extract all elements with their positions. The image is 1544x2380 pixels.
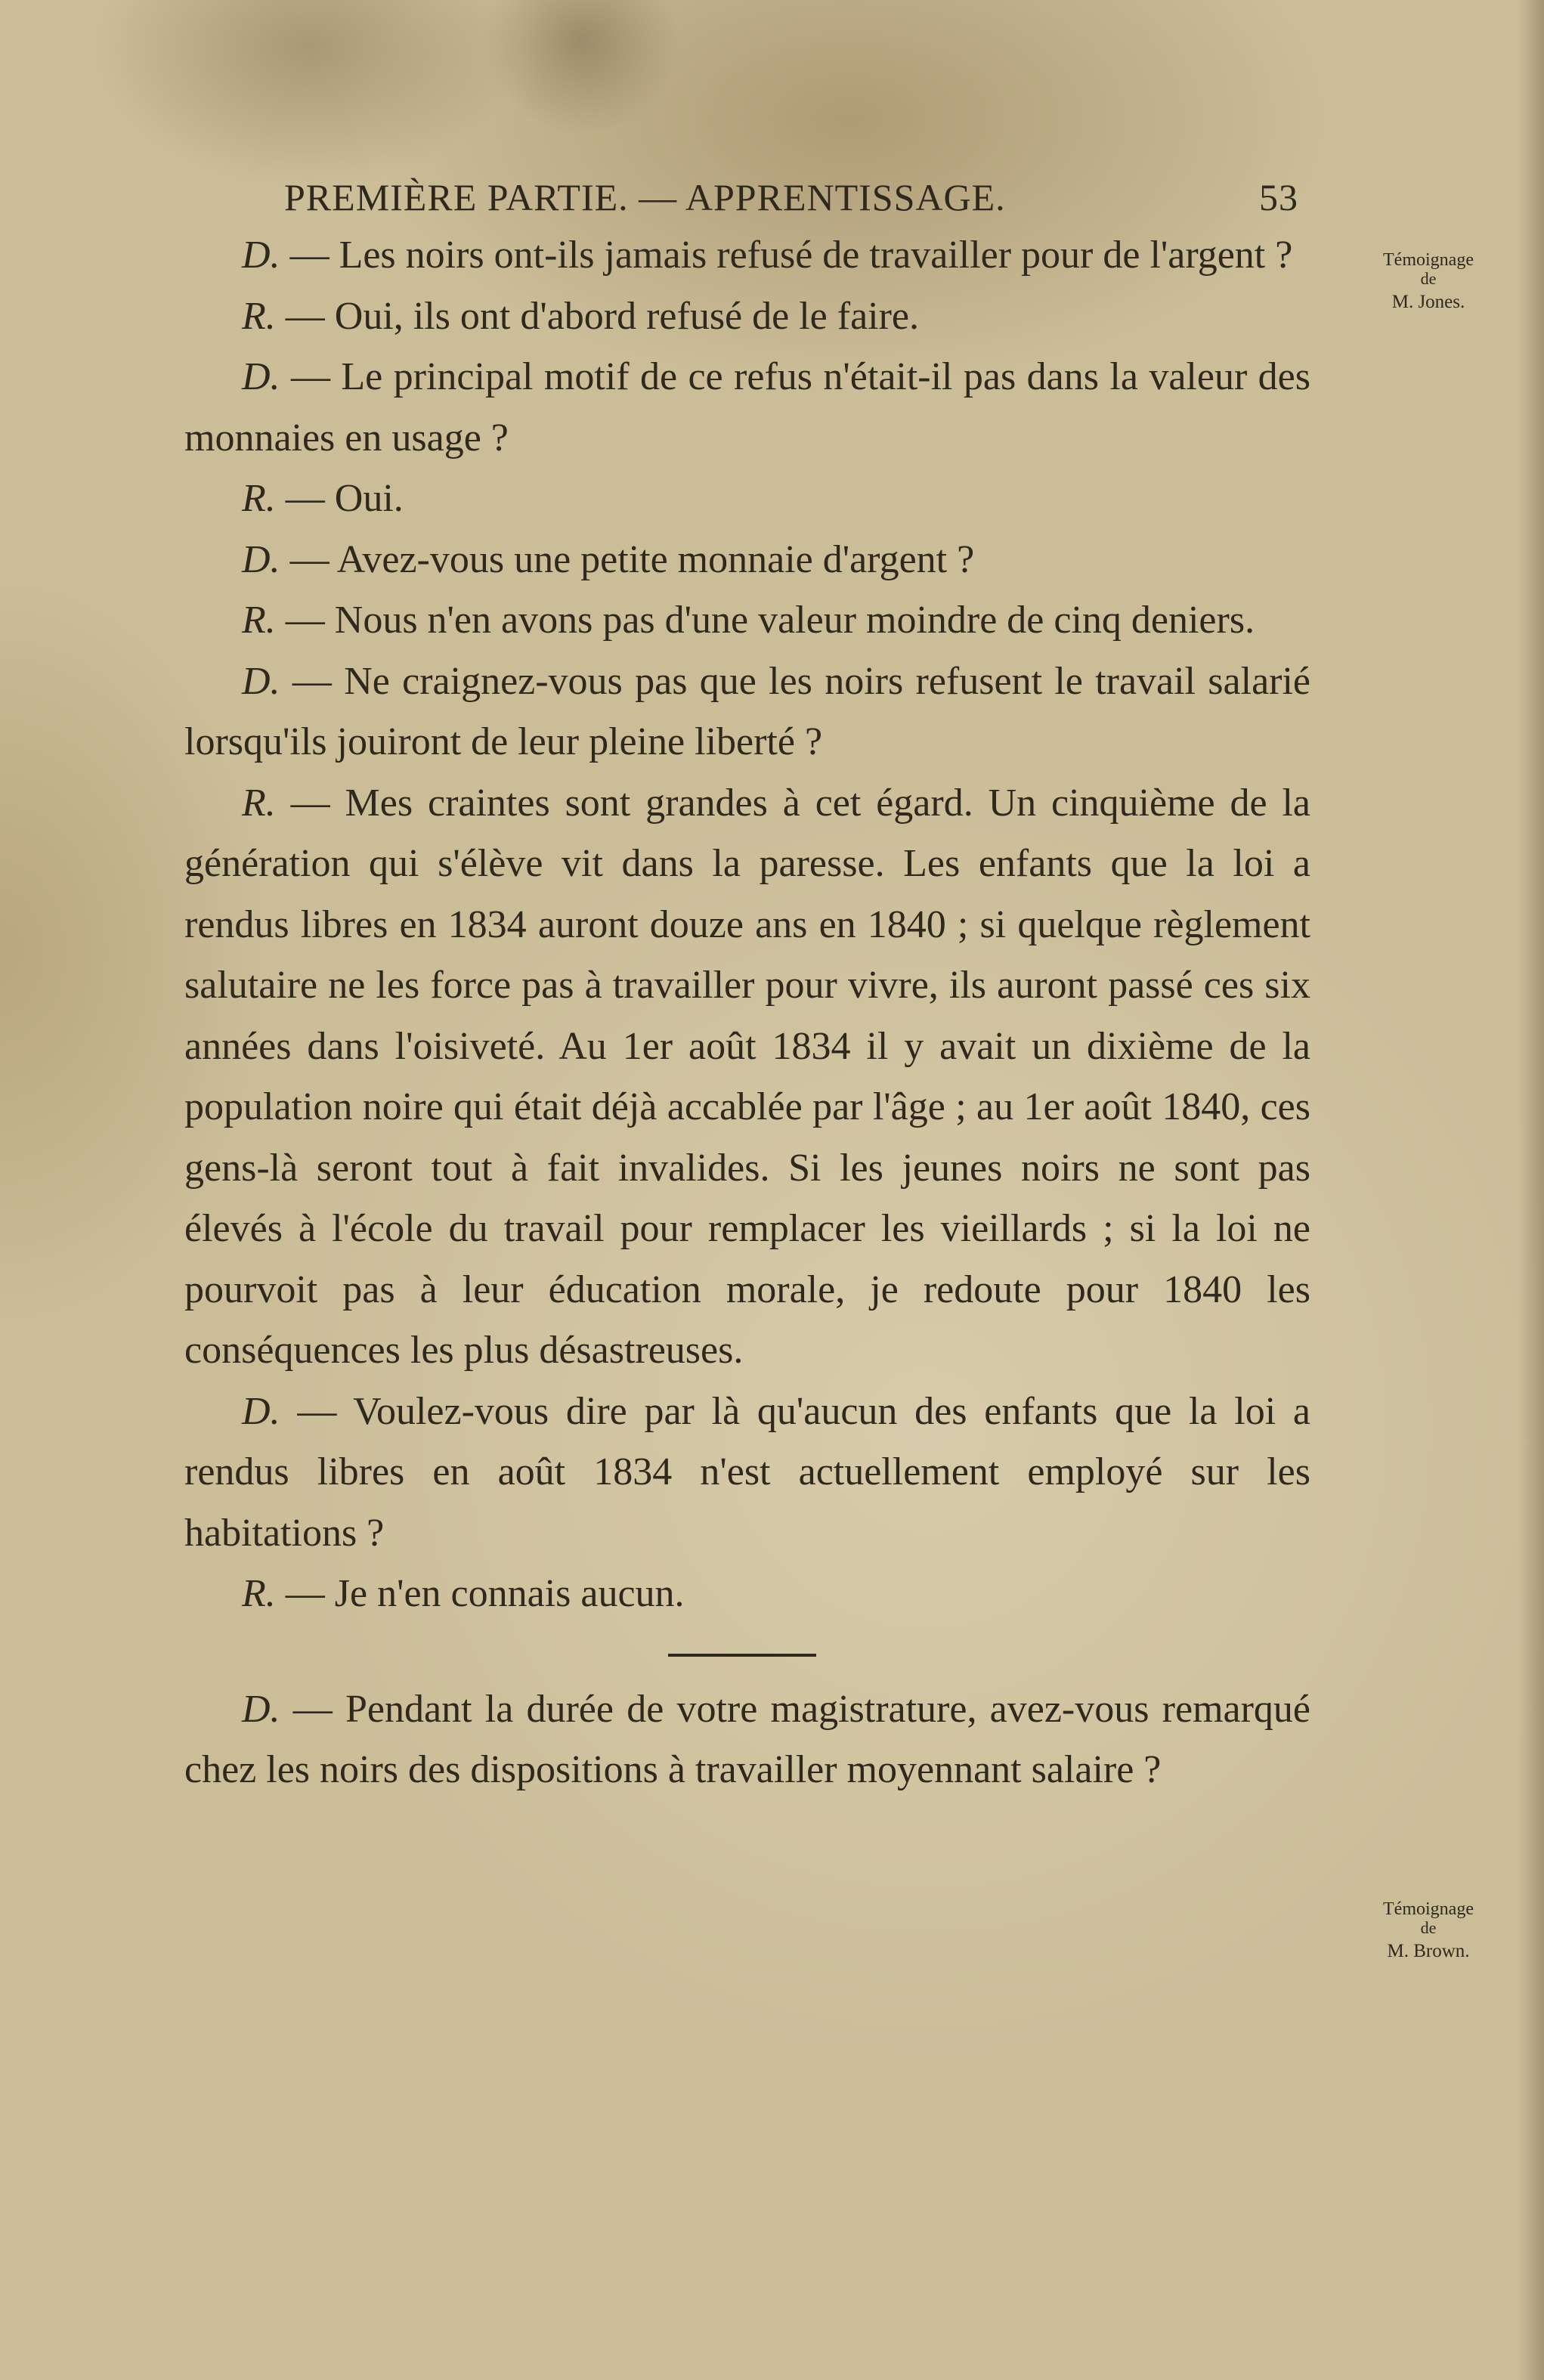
testimony-brown — [184, 1679, 1310, 1801]
speaker-label: R. — [242, 781, 276, 825]
paper-stain — [484, 0, 680, 136]
speaker-label: R. — [242, 599, 276, 642]
dialogue-line — [184, 1564, 1310, 1625]
dialogue-line — [184, 225, 1310, 286]
dialogue-text: — Oui. — [285, 477, 404, 520]
section-divider — [668, 1654, 816, 1657]
dialogue-text: — Oui, ils ont d'abord refusé de le faire. — [285, 294, 919, 338]
running-head — [184, 172, 1310, 225]
dialogue-text: — Avez-vous une petite monnaie d'argent ? — [289, 537, 975, 581]
dialogue-text: — Le principal motif de ce refus n'était-il pas dans la valeur des monnaies en usage ? — [184, 355, 1310, 460]
sidenote-line: M. Brown. — [1387, 1941, 1470, 1961]
dialogue-line — [184, 530, 1310, 591]
testimony-jones — [184, 225, 1310, 1625]
sidenote-line: de — [1420, 269, 1437, 288]
speaker-label: R. — [242, 294, 276, 338]
sidenote-line: Témoignage — [1383, 250, 1474, 270]
dialogue-text: — Les noirs ont-ils jamais refusé de travailler pour de l'argent ? — [289, 234, 1293, 277]
speaker-label: D. — [242, 1687, 280, 1731]
dialogue-line — [184, 1382, 1310, 1564]
dialogue-line — [184, 469, 1310, 530]
speaker-label: R. — [242, 477, 276, 520]
dialogue-text: — Voulez-vous dire par là qu'aucun des enfants que la loi a rendus libres en août 1834 n'est actuellement employé sur les habitations ? — [184, 1389, 1310, 1555]
speaker-label: D. — [242, 537, 280, 581]
dialogue-line — [184, 347, 1310, 469]
sidenote-line: M. Jones. — [1391, 292, 1465, 312]
dialogue-line — [184, 286, 1310, 348]
speaker-label: R. — [242, 1572, 276, 1615]
sidenote-jones — [1353, 249, 1504, 317]
dialogue-text: — Pendant la durée de votre magistrature, avez-vous remarqué chez les noirs des dispositions à travailler moyennant salaire ? — [184, 1687, 1310, 1791]
sidenote-line: Témoignage — [1383, 1899, 1474, 1919]
page-content — [184, 172, 1310, 1801]
dialogue-line — [184, 1679, 1310, 1801]
dialogue-text: — Nous n'en avons pas d'une valeur moindre de cinq deniers. — [285, 599, 1255, 642]
speaker-label: D. — [242, 659, 280, 703]
page-edge-shadow — [1518, 0, 1544, 2380]
sidenote-brown — [1353, 1899, 1504, 1967]
dialogue-line — [184, 773, 1310, 1382]
dialogue-text: — Je n'en connais aucun. — [285, 1572, 685, 1615]
dialogue-line — [184, 590, 1310, 651]
dialogue-text: — Mes craintes sont grandes à cet égard. Un cinquième de la génération qui s'élève vit dans la paresse. Les enfants que la loi a rendus libres en 1834 auront douze ans en 1840 ; si quelque règlement salutaire ne les force pas à travailler pour vivre, ils auront passé ces six années dans l'oisiveté. Au 1er août 1834 il y avait un dixième de la population noire qui était déjà accablée par l'âge ; au 1er août 1840, ces gens-là seront tout à fait invalides. Si les jeunes noirs ne sont pas élevés à l'école du travail pour remplacer les vieillards ; si la loi ne pourvoit pas à leur éducation morale, je redoute pour 1840 les conséquences les plus désastreuses. — [184, 781, 1310, 1372]
speaker-label: D. — [242, 355, 280, 398]
dialogue-line — [184, 651, 1310, 773]
page-number: 53 — [1259, 176, 1298, 218]
sidenote-line: de — [1420, 1918, 1437, 1937]
speaker-label: D. — [242, 234, 280, 277]
running-head-title: PREMIÈRE PARTIE. — APPRENTISSAGE. — [284, 176, 1006, 218]
speaker-label: D. — [242, 1389, 280, 1433]
dialogue-text: — Ne craignez-vous pas que les noirs refusent le travail salarié lorsqu'ils jouiront de leur pleine liberté ? — [184, 659, 1310, 763]
